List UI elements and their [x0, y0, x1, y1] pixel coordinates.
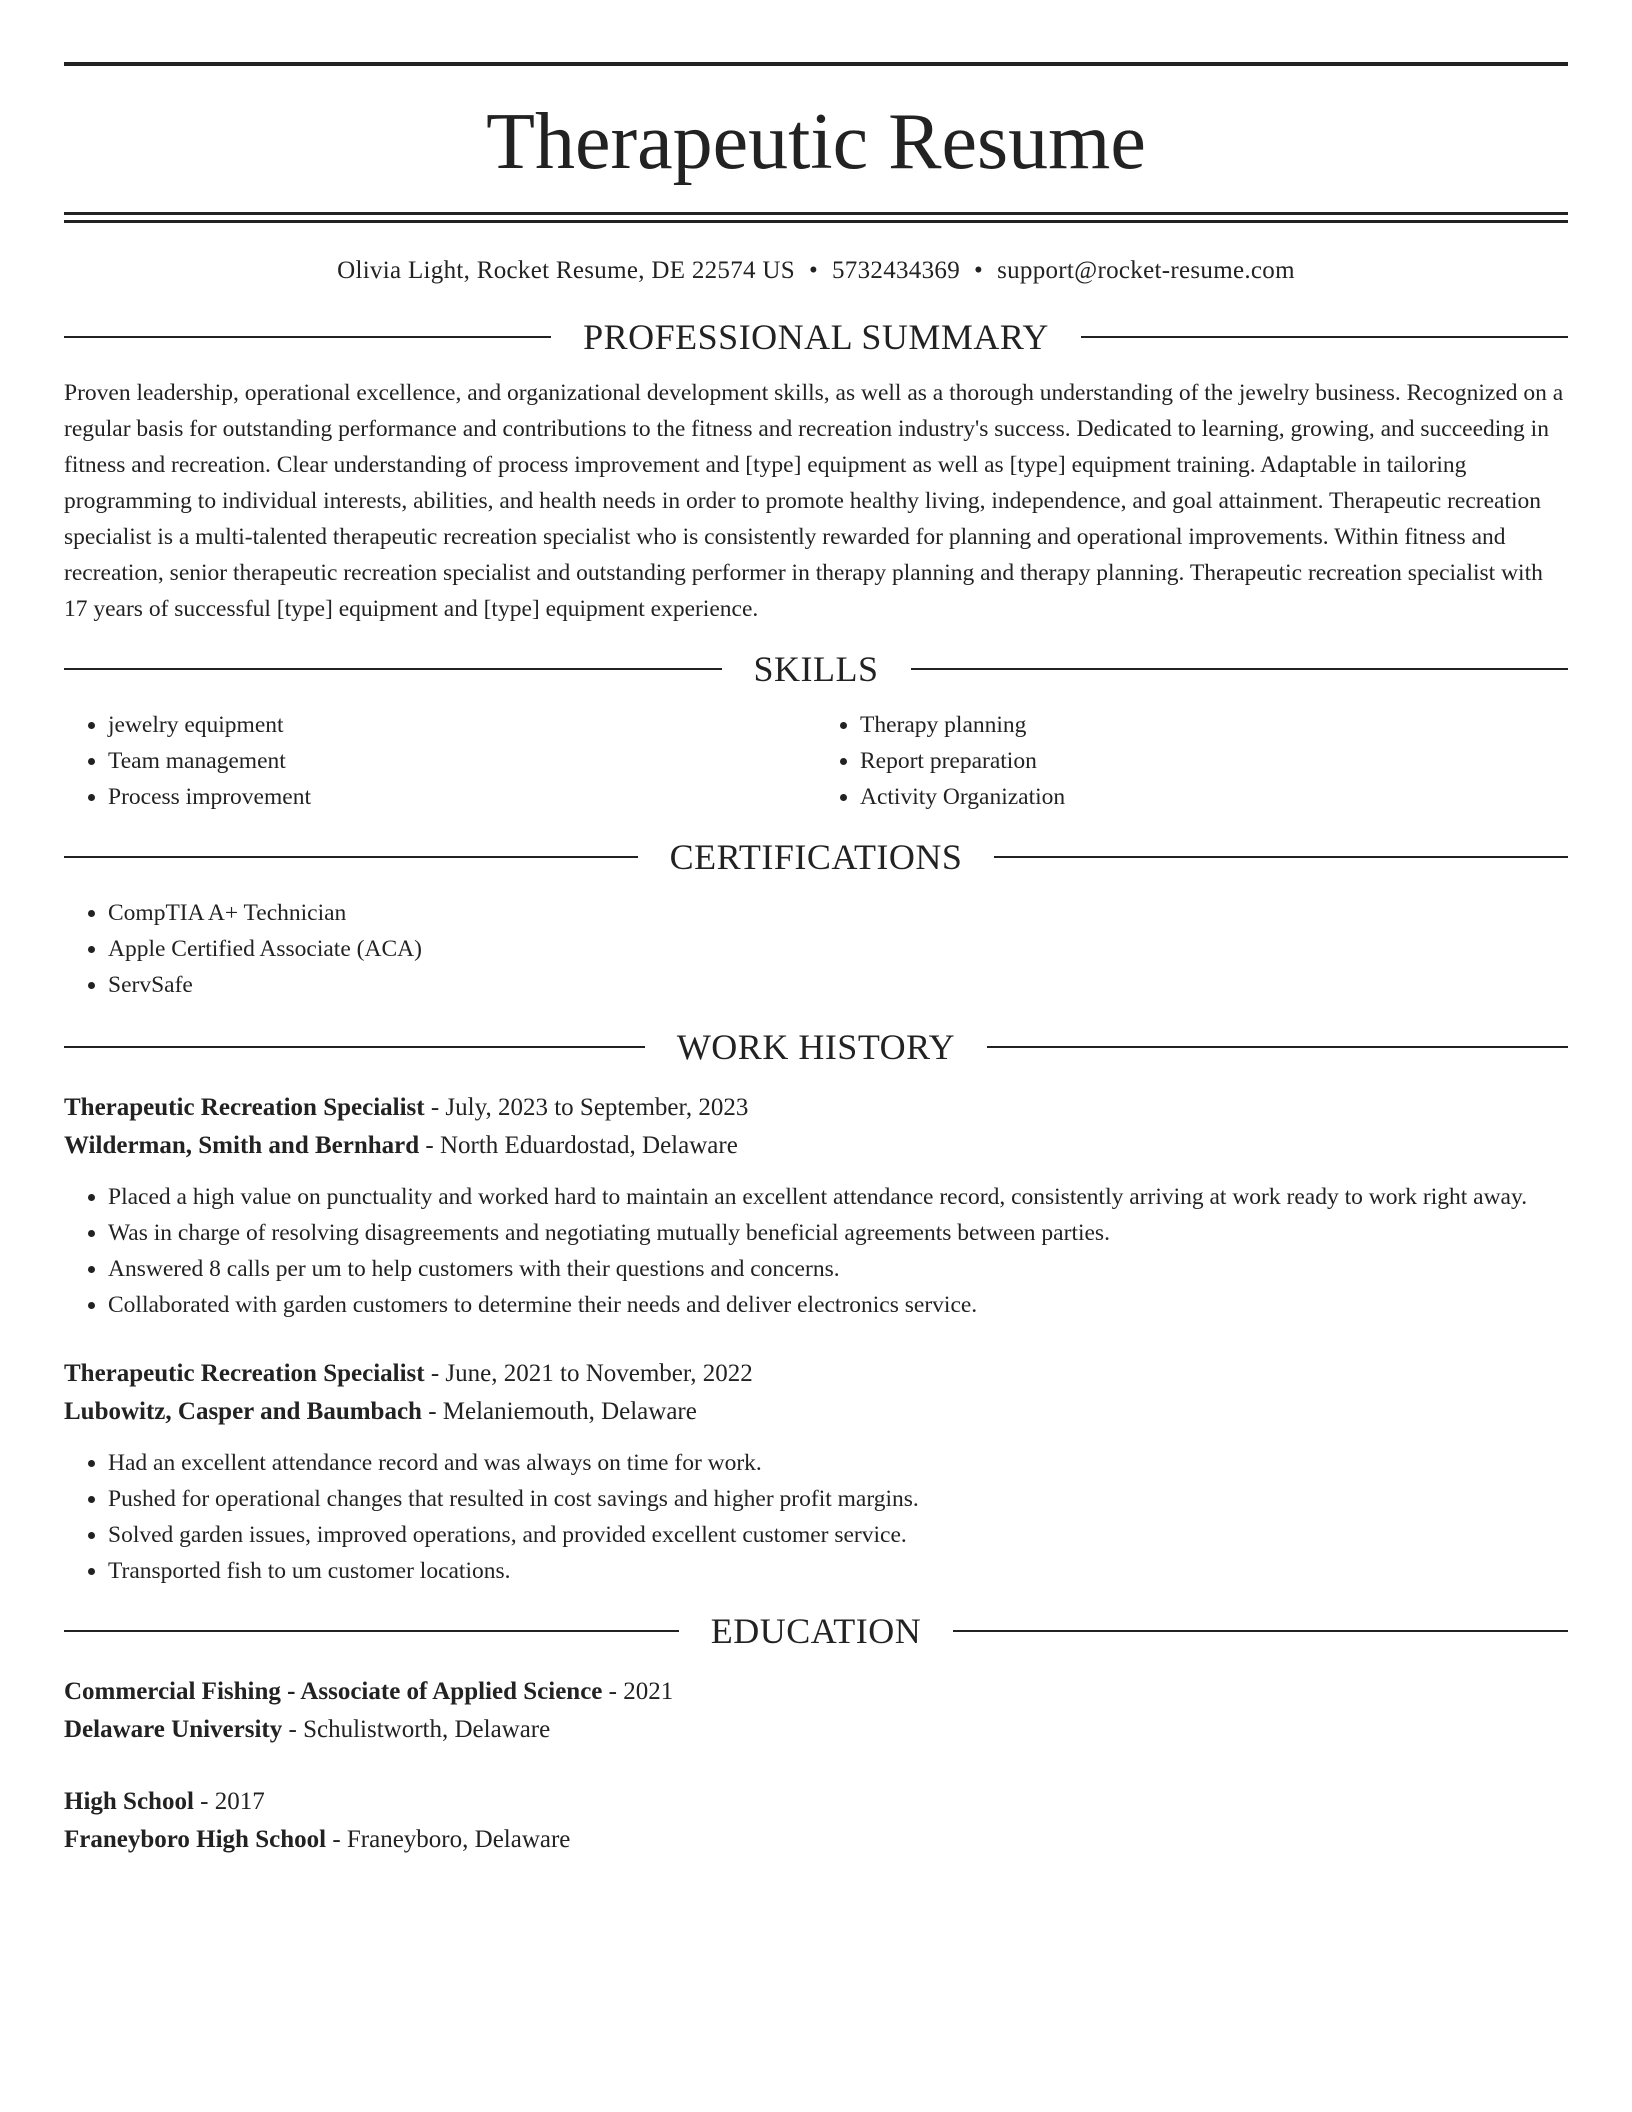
divider-line [64, 668, 722, 670]
divider-line [994, 856, 1568, 858]
divider-line [987, 1046, 1568, 1048]
education-degree-line [64, 1673, 1568, 1711]
job-bullet: • Had an excellent attendance record and was always on time for work. [108, 1445, 1568, 1481]
section-title-skills: SKILLS [753, 649, 879, 689]
job-bullets [64, 1179, 1568, 1323]
job-company-line [64, 1127, 1568, 1165]
job-company: Wilderman, Smith and Bernhard [64, 1132, 420, 1159]
contact-email: support@rocket-resume.com [997, 257, 1295, 284]
summary-text: Proven leadership, operational excellence, and organizational development skills, as well as a thorough understanding of the jewelry business. Recognized on a regular basis for outstanding performance and contributions to the fitness and recreation industry's success. Dedicated to learning, growing, and succeeding in fitness and recreation. Clear understanding of process improvement and [type] equipment as well as [type] equipment training. Adaptable in tailoring programming to individual interests, abilities, and health needs in order to promote healthy living, independence, and goal attainment. Therapeutic recreation specialist is a multi-talented therapeutic recreation specialist who is consistently rewarded for planning and operational improvements. Within fitness and recreation, senior therapeutic recreation specialist and outstanding performer in therapy planning and therapy planning. Therapeutic recreation specialist with 17 years of successful [type] equipment and [type] equipment experience. [64, 380, 1564, 622]
job-bullet: • Answered 8 calls per um to help customers with their questions and concerns. [108, 1251, 1568, 1287]
certification-item: • Apple Certified Associate (ACA) [108, 931, 1568, 967]
divider-line [953, 1630, 1568, 1632]
skills-column-left [64, 707, 816, 815]
resume-page [64, 0, 1568, 1859]
job-bullet: • Collaborated with garden customers to determine their needs and deliver electronics service. [108, 1287, 1568, 1323]
job-title: Therapeutic Recreation Specialist [64, 1094, 425, 1121]
contact-separator: • [974, 257, 984, 284]
contact-address: Olivia Light, Rocket Resume, DE 22574 US [337, 257, 795, 284]
skill-item: • Team management [108, 743, 816, 779]
job-title-line [64, 1355, 1568, 1393]
education-year: - 2017 [193, 1788, 265, 1815]
certification-item: • CompTIA A+ Technician [108, 895, 1568, 931]
contact-line [64, 257, 1568, 285]
job-bullet: • Placed a high value on punctuality and worked hard to maintain an excellent attendance record, consistently arriving at work ready to work right away. [108, 1179, 1568, 1215]
skill-item: • Activity Organization [860, 779, 1568, 815]
divider-line [64, 1630, 679, 1632]
skill-item: • Report preparation [860, 743, 1568, 779]
education-entry [64, 1783, 1568, 1859]
job-bullet: • Was in charge of resolving disagreements and negotiating mutually beneficial agreements between parties. [108, 1215, 1568, 1251]
education-degree: Commercial Fishing - Associate of Applied Science [64, 1678, 603, 1705]
education-entry [64, 1673, 1568, 1749]
job-title: Therapeutic Recreation Specialist [64, 1360, 425, 1387]
skills-list [64, 707, 1568, 815]
section-heading-education [64, 1613, 1568, 1649]
top-rule [64, 62, 1568, 66]
job-bullet: • Transported fish to um customer locations. [108, 1553, 1568, 1589]
skills-column-right [816, 707, 1568, 815]
section-heading-skills [64, 651, 1568, 687]
education-year: - 2021 [602, 1678, 674, 1705]
divider-line [64, 1046, 645, 1048]
skill-item: • Therapy planning [860, 707, 1568, 743]
section-title-certifications: CERTIFICATIONS [669, 837, 963, 877]
section-heading-summary [64, 319, 1568, 355]
job-company: Lubowitz, Casper and Baumbach [64, 1398, 422, 1425]
job-company-line [64, 1393, 1568, 1431]
education-school-line [64, 1711, 1568, 1749]
job-bullet: • Solved garden issues, improved operations, and provided excellent customer service. [108, 1517, 1568, 1553]
job-location: - North Eduardostad, Delaware [419, 1132, 738, 1159]
job-bullets [64, 1445, 1568, 1589]
job-location: - Melaniemouth, Delaware [421, 1398, 697, 1425]
contact-separator: • [808, 257, 818, 284]
job-bullet: • Pushed for operational changes that resulted in cost savings and higher profit margins. [108, 1481, 1568, 1517]
section-heading-work [64, 1029, 1568, 1065]
education-school-line [64, 1821, 1568, 1859]
section-heading-certifications [64, 839, 1568, 875]
education-location: - Schulistworth, Delaware [282, 1716, 551, 1743]
divider-line [64, 336, 551, 338]
title-double-rule [64, 212, 1568, 223]
education-location: - Franeyboro, Delaware [326, 1826, 571, 1853]
section-title-work: WORK HISTORY [676, 1027, 956, 1067]
contact-phone: 5732434369 [832, 257, 960, 284]
job-dates: - July, 2023 to September, 2023 [424, 1094, 749, 1121]
education-degree: High School [64, 1788, 194, 1815]
education-school: Franeyboro High School [64, 1826, 327, 1853]
job-dates: - June, 2021 to November, 2022 [424, 1360, 753, 1387]
education-school: Delaware University [64, 1716, 283, 1743]
section-title-education: EDUCATION [710, 1611, 922, 1651]
resume-title: Therapeutic Resume [486, 98, 1146, 186]
skill-item: • jewelry equipment [108, 707, 816, 743]
skill-item: • Process improvement [108, 779, 816, 815]
job-entry [64, 1089, 1568, 1323]
divider-line [1081, 336, 1568, 338]
job-entry [64, 1355, 1568, 1589]
section-title-summary: PROFESSIONAL SUMMARY [583, 317, 1049, 357]
certifications-list [64, 895, 1568, 1003]
divider-line [64, 856, 638, 858]
certification-item: • ServSafe [108, 967, 1568, 1003]
divider-line [911, 668, 1569, 670]
education-degree-line [64, 1783, 1568, 1821]
job-title-line [64, 1089, 1568, 1127]
